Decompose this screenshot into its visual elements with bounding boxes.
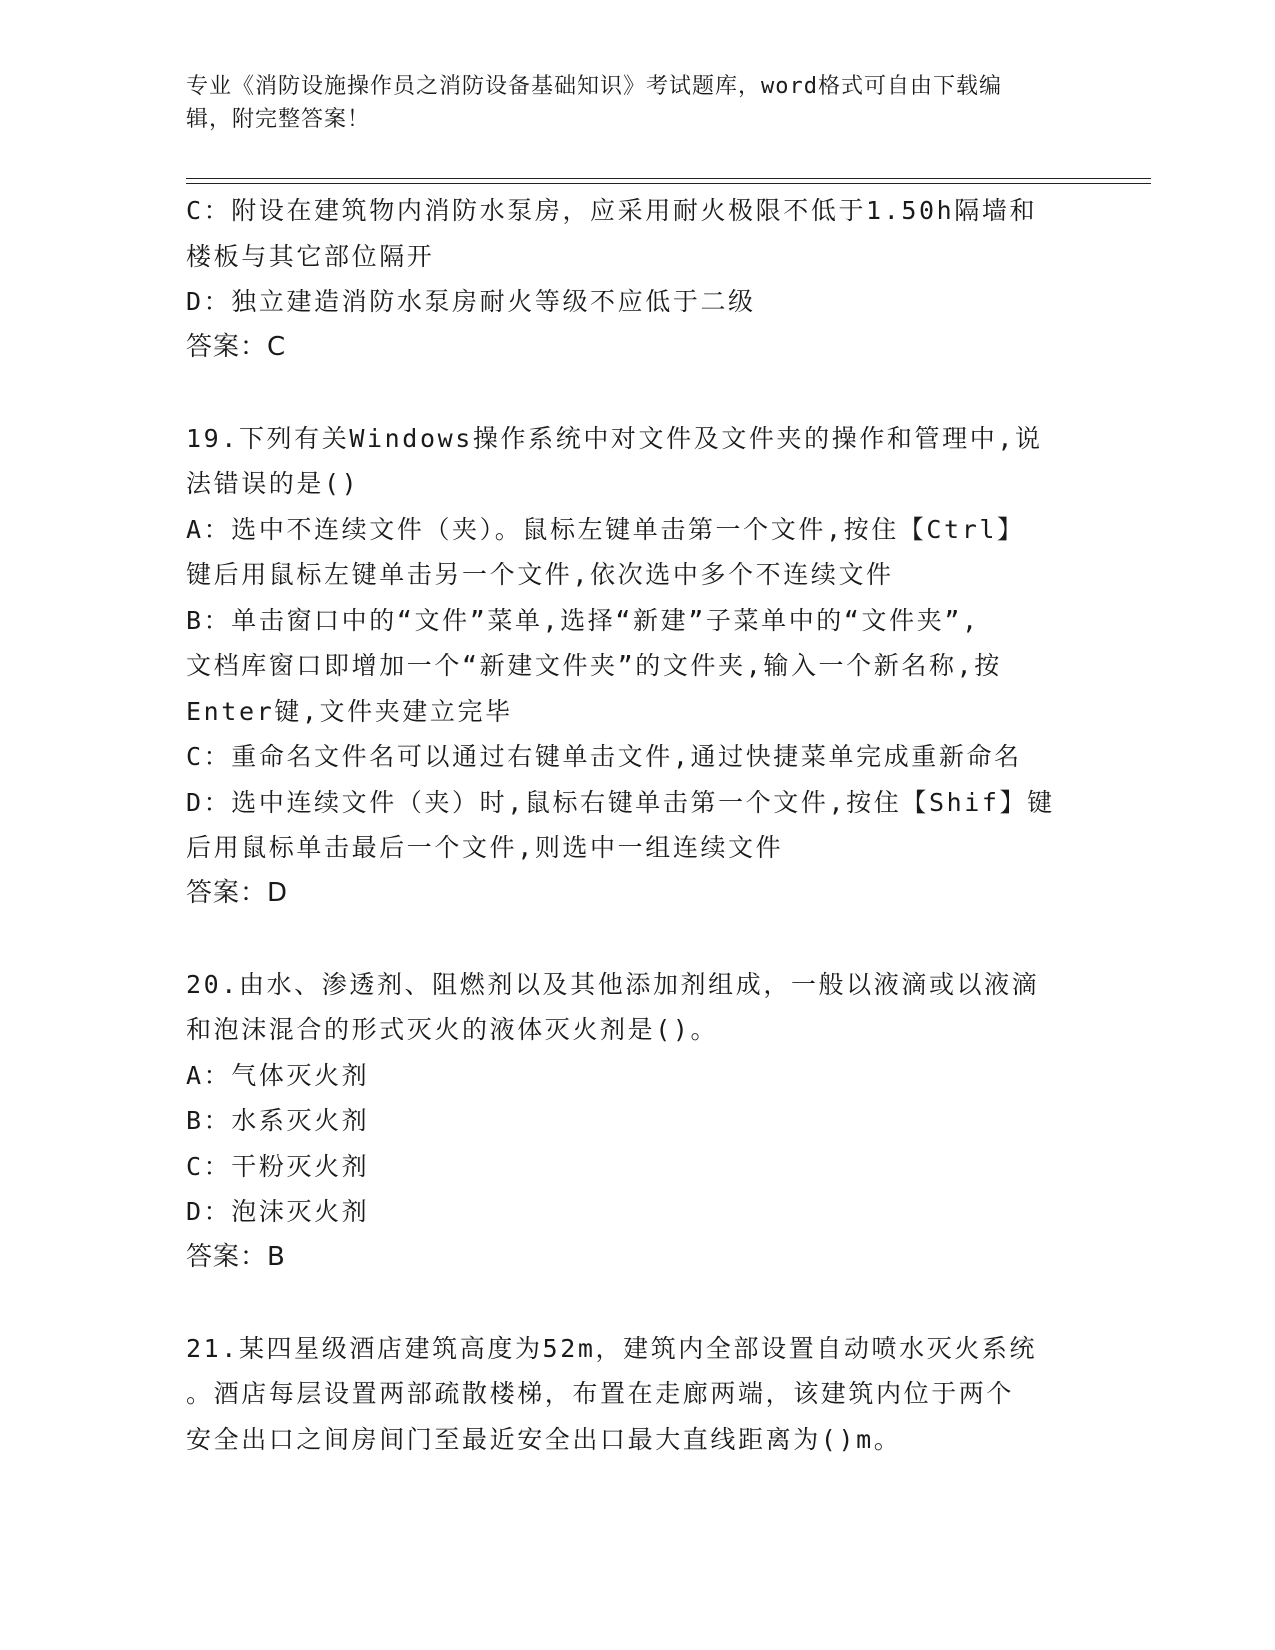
- question-20-block: [186, 962, 1086, 1281]
- option-a-line-2: 键后用鼠标左键单击另一个文件,依次选中多个不连续文件: [186, 560, 894, 589]
- option-d-line-1: D：选中连续文件（夹）时,鼠标右键单击第一个文件,按住【Shif】键: [186, 787, 1055, 817]
- question-stem-line-2: 和泡沫混合的形式灭火的液体灭火剂是()。: [186, 1015, 719, 1044]
- header-divider-top: [186, 178, 1151, 179]
- option-b-line-3: Enter键,文件夹建立完毕: [186, 696, 513, 726]
- header-line-2: 辑，附完整答案！: [186, 107, 371, 132]
- option-c: C：重命名文件名可以通过右键单击文件,通过快捷菜单完成重新命名: [186, 742, 1022, 771]
- option-c-line-1: C：附设在建筑物内消防水泵房，应采用耐火极限不低于1.50h隔墙和: [186, 196, 1038, 225]
- header-line-1: 专业《消防设施操作员之消防设备基础知识》考试题库，word格式可自由下载编: [186, 74, 1002, 99]
- option-b: B：水系灭火剂: [186, 1106, 370, 1135]
- question-stem-line-1: 19.下列有关Windows操作系统中对文件及文件夹的操作和管理中,说: [186, 423, 1043, 453]
- spacer: [186, 1280, 1086, 1326]
- option-d: D：泡沫灭火剂: [186, 1197, 370, 1226]
- question-stem-line-1: 20.由水、渗透剂、阻燃剂以及其他添加剂组成，一般以液滴或以液滴: [186, 969, 1040, 999]
- header-divider-bottom: [186, 183, 1151, 184]
- option-b-line-2: 文档库窗口即增加一个“新建文件夹”的文件夹,输入一个新名称,按: [186, 651, 1002, 680]
- spacer: [186, 916, 1086, 962]
- question-19-block: [186, 416, 1086, 917]
- spacer: [186, 370, 1086, 416]
- option-a: A：气体灭火剂: [186, 1060, 370, 1090]
- option-c-line-2: 楼板与其它部位隔开: [186, 241, 435, 271]
- document-header: [186, 70, 1066, 136]
- option-c: C：干粉灭火剂: [186, 1151, 370, 1181]
- question-stem-line-1: 21.某四星级酒店建筑高度为52m，建筑内全部设置自动喷水灭火系统: [186, 1333, 1038, 1363]
- answer-label: 答案：B: [186, 1241, 286, 1272]
- question-stem-line-2: 法错误的是(): [186, 469, 360, 498]
- previous-question-block: [186, 188, 1086, 370]
- question-content: [186, 188, 1086, 1462]
- option-d-line-2: 后用鼠标单击最后一个文件,则选中一组连续文件: [186, 833, 784, 862]
- answer-label: 答案：D: [186, 877, 289, 908]
- question-21-block: [186, 1326, 1086, 1463]
- option-b-line-1: B：单击窗口中的“文件”菜单,选择“新建”子菜单中的“文件夹”,: [186, 605, 980, 635]
- answer-label: 答案：C: [186, 331, 287, 362]
- option-d: D：独立建造消防水泵房耐火等级不应低于二级: [186, 287, 756, 316]
- question-stem-line-3: 安全出口之间房间门至最近安全出口最大直线距离为()m。: [186, 1424, 902, 1454]
- option-a-line-1: A：选中不连续文件（夹）。鼠标左键单击第一个文件,按住【Ctrl】: [186, 514, 1025, 544]
- question-stem-line-2: 。酒店每层设置两部疏散楼梯，布置在走廊两端，该建筑内位于两个: [186, 1379, 1015, 1408]
